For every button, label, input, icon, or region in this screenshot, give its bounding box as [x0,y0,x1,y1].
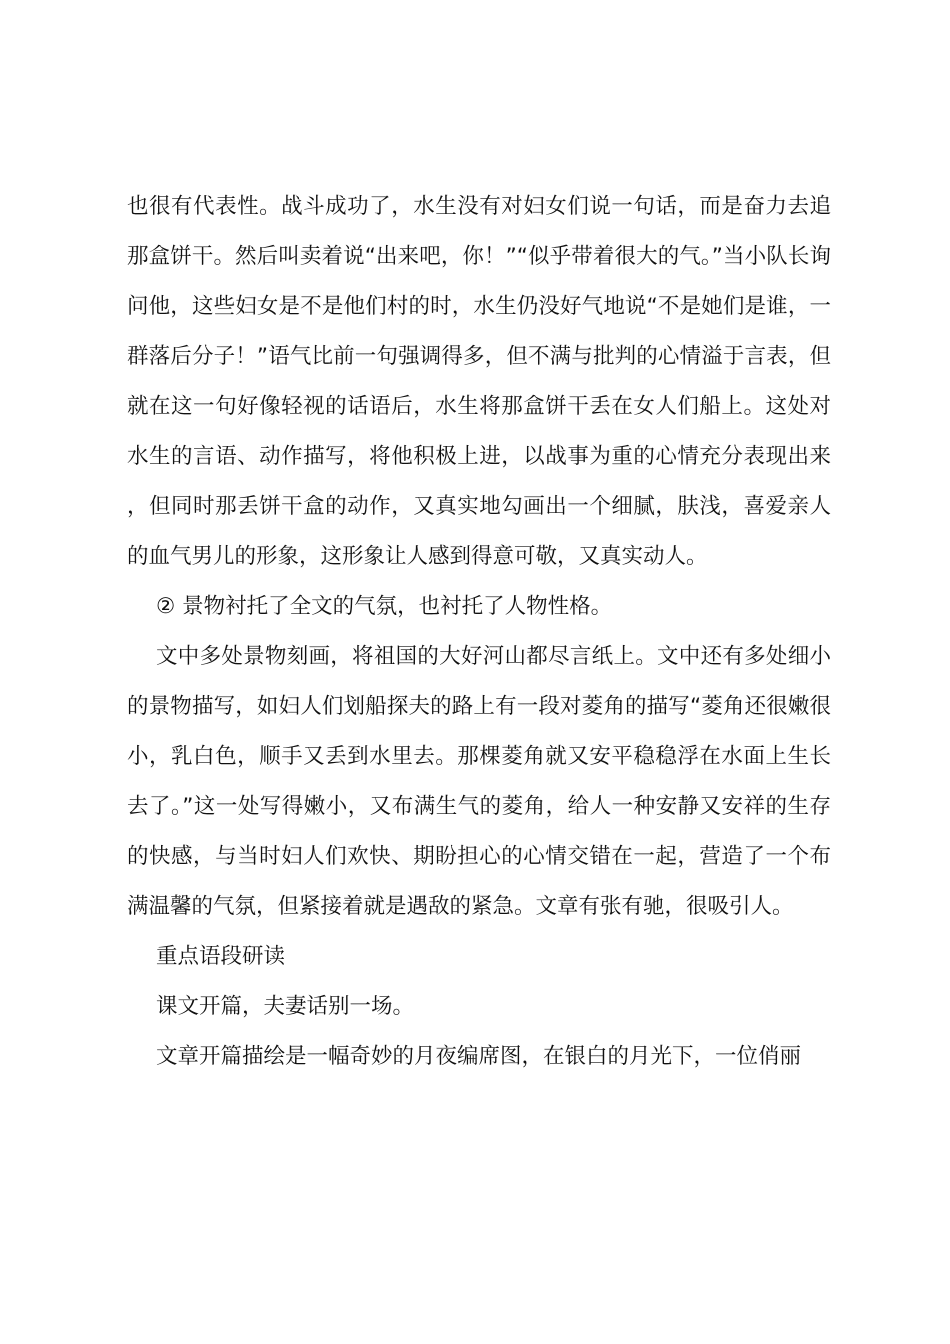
paragraph-opening: 课文开篇，夫妻话别一场。 [156,994,415,1019]
paragraph-scenery: 文中多处景物刻画，将祖国的大好河山都尽言纸上。文中还有多处细小的景物描写，如妇人们划船探夫的路上有一段对菱角的描写“菱角还很嫩很小，乳白色，顺手又丢到水里去。那棵菱角就又安平稳稳浮在水面上生长去了。”这一处写得嫩小，又布满生气的菱角，给人一种安静又安祥的生存的快感，与当时妇人们欢快、期盼担心的心情交错在一起，营造了一个布满温馨的气氛，但紧接着就是遇敌的紧急。文章有张有驰，很吸引人。 [127,644,831,919]
paragraph-continuation: 也很有代表性。战斗成功了，水生没有对妇女们说一句话，而是奋力去追那盒饼干。然后叫卖着说“出来吧，你！”“似乎带着很大的气。”当小队长询问他，这些妇女是不是他们村的时，水生仍没好气地说“不是她们是谁，一群落后分子！”语气比前一句强调得多，但不满与批判的心情溢于言表，但就在这一句好像轻视的话语后，水生将那盒饼干丢在女人们船上。这处对水生的言语、动作描写，将他积极上进，以战事为重的心情充分表现出来，但同时那丢饼干盒的动作，又真实地勾画出一个细腻，肤浅，喜爱亲人的血气男儿的形象，这形象让人感到得意可敬，又真实动人。 [127,194,831,569]
paragraph-point-2: ② 景物衬托了全文的气氛，也衬托了人物性格。 [156,594,613,619]
section-heading: 重点语段研读 [156,944,286,969]
document-body [127,182,831,1082]
paragraph-description: 文章开篇描绘是一幅奇妙的月夜编席图，在银白的月光下，一位俏丽 [156,1044,802,1069]
